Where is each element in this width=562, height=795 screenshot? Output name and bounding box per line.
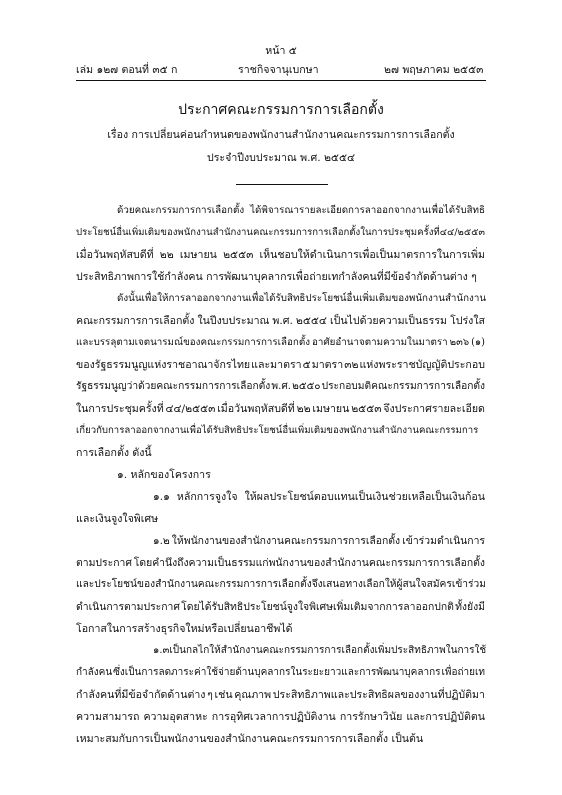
para2-line3: และบรรลุตามเจตนารมณ์ของคณะกรรมการการเลือกตั้ง อาศัยอำนาจตามความในมาตรา ๒๓๖ (๑) <box>76 337 485 348</box>
item13-line5: เหมาะสมกับการเป็นพนักงานของสำนักงานคณะกรรมการการเลือกตั้ง เป็นต้น <box>76 733 424 745</box>
para2-line2: คณะกรรมการการเลือกตั้ง ในปีงบประมาณ พ.ศ. ๒๕๕๔ เป็นไปด้วยความเป็นธรรม โปร่งใส <box>76 315 485 327</box>
para1-line4: ประสิทธิภาพการใช้กำลังคน การพัฒนาบุคลากรเพื่อถ่ายเทกำลังคนที่มีข้อจำกัดด้านต่าง ๆ <box>76 271 477 283</box>
item12-line3: และประโยชน์ของสำนักงานคณะกรรมการการเลือกตั้ง จึงเสนอทางเลือกให้ผู้สนใจสมัครเข้าร่วม <box>76 579 486 590</box>
item13-line2: กำลังคน ซึ่งเป็นการลดภาระค่าใช้จ่ายด้านบุคลากรในระยะยาวและการพัฒนาบุคลากร เพื่อถ่ายเท <box>76 667 485 678</box>
para2-line6: ในการประชุมครั้งที่ ๔๔/๒๕๕๓ เมื่อวันพฤหัสบดีที่ ๒๒ เมษายน ๒๕๕๓ จึงประกาศรายละเอียด <box>76 403 485 415</box>
item13-line4: ความสามารถ ความอุตสาหะ การอุทิศเวลาการปฏิบัติงาน การรักษาวินัย และการปฏิบัติตน <box>76 711 485 723</box>
item13-line3: กำลังคนที่มีข้อจำกัดด้านต่าง ๆ เช่น คุณภาพ ประสิทธิภาพและประสิทธิผลของงานที่ปฏิบัติมา <box>76 689 485 701</box>
item12-line1: ๑.๒ ให้พนักงานของสำนักงานคณะกรรมการการเลือกตั้ง เข้าร่วมดำเนินการ <box>153 535 485 547</box>
section1-heading: ๑. หลักของโครงการ <box>117 469 211 481</box>
item11-line1: ๑.๑ หลักการจูงใจ ให้ผลประโยชน์ตอบแทนเป็นเงินช่วยเหลือเป็นเงินก้อน <box>153 491 485 503</box>
item12-line4: ดำเนินการตามประกาศ โดยได้รับสิทธิประโยชน์จูงใจพิเศษเพิ่มเติมจากการลาออกปกติ ทั้งยังมี <box>76 601 485 613</box>
fiscal-year: ประจำปีงบประมาณ พ.ศ. ๒๕๕๔ <box>207 152 355 164</box>
para2-line8: การเลือกตั้ง ดังนี้ <box>76 447 152 459</box>
item11-line2: และเงินจูงใจพิเศษ <box>76 513 159 525</box>
announcement-title: ประกาศคณะกรรมการการเลือกตั้ง <box>178 102 384 118</box>
para1-line2: ประโยชน์อื่นเพิ่มเติม ของพนักงานสำนักงานคณะกรรมการการเลือกตั้ง ในการประชุมครั้งที่ ๔๔/๒๕๕๓ <box>76 227 485 238</box>
item12-line2: ตามประกาศ โดยคำนึงถึงความเป็นธรรมแก่พนักงานของสำนักงานคณะกรรมการการเลือกตั้ง <box>76 557 485 569</box>
gazette-date: ๒๗ พฤษภาคม ๒๕๕๓ <box>384 64 484 76</box>
gazette-name: ราชกิจจานุเบกษา <box>238 64 319 76</box>
volume-issue: เล่ม ๑๒๗ ตอนที่ ๓๕ ก <box>76 64 178 76</box>
para1-line1: ด้วยคณะกรรมการการเลือกตั้ง ได้พิจารณารายละเอียดการลาออกจากงานเพื่อได้รับสิทธิ <box>117 205 485 216</box>
title-divider <box>236 184 328 185</box>
para2-line7: เกี่ยวกับการลาออกจากงานเพื่อได้รับสิทธิประโยชน์อื่นเพิ่มเติมของพนักงานสำนักงานคณะกรรมการ <box>76 425 479 436</box>
page-number: หน้า ๕ <box>265 45 297 57</box>
para2-line1: ดังนั้น เพื่อให้การลาออกจากงานเพื่อได้รับสิทธิประโยชน์อื่นเพิ่มเติมของพนักงานสำนักงาน <box>117 293 487 304</box>
item13-line1: ๑.๓ เป็นกลไกให้สำนักงานคณะกรรมการการเลือกตั้งเพิ่มประสิทธิภาพในการใช้ <box>153 645 487 656</box>
para2-line5: รัฐธรรมนูญว่าด้วยคณะกรรมการการเลือกตั้ง พ.ศ. ๒๕๕๐ ประกอบมติคณะกรรมการการเลือกตั้ง <box>76 381 485 392</box>
para1-line3: เมื่อวันพฤหัสบดีที่ ๒๒ เมษายน ๒๕๕๓ เห็นชอบให้ดำเนินการเพื่อเป็นมาตรการในการเพิ่ม <box>76 249 485 261</box>
announcement-subject: เรื่อง การเปลี่ยนค่อนกำหนดของพนักงานสำนักงานคณะกรรมการการเลือกตั้ง <box>107 129 455 141</box>
header-rule <box>76 80 486 81</box>
item12-line5: โอกาสในการสร้างธุรกิจใหม่หรือเปลี่ยนอาชีพได้ <box>76 623 293 635</box>
para2-line4: ของรัฐธรรมนูญแห่งราชอาณาจักรไทย และมาตรา ๕ มาตรา ๓๒ แห่งพระราชบัญญัติประกอบ <box>76 359 485 371</box>
